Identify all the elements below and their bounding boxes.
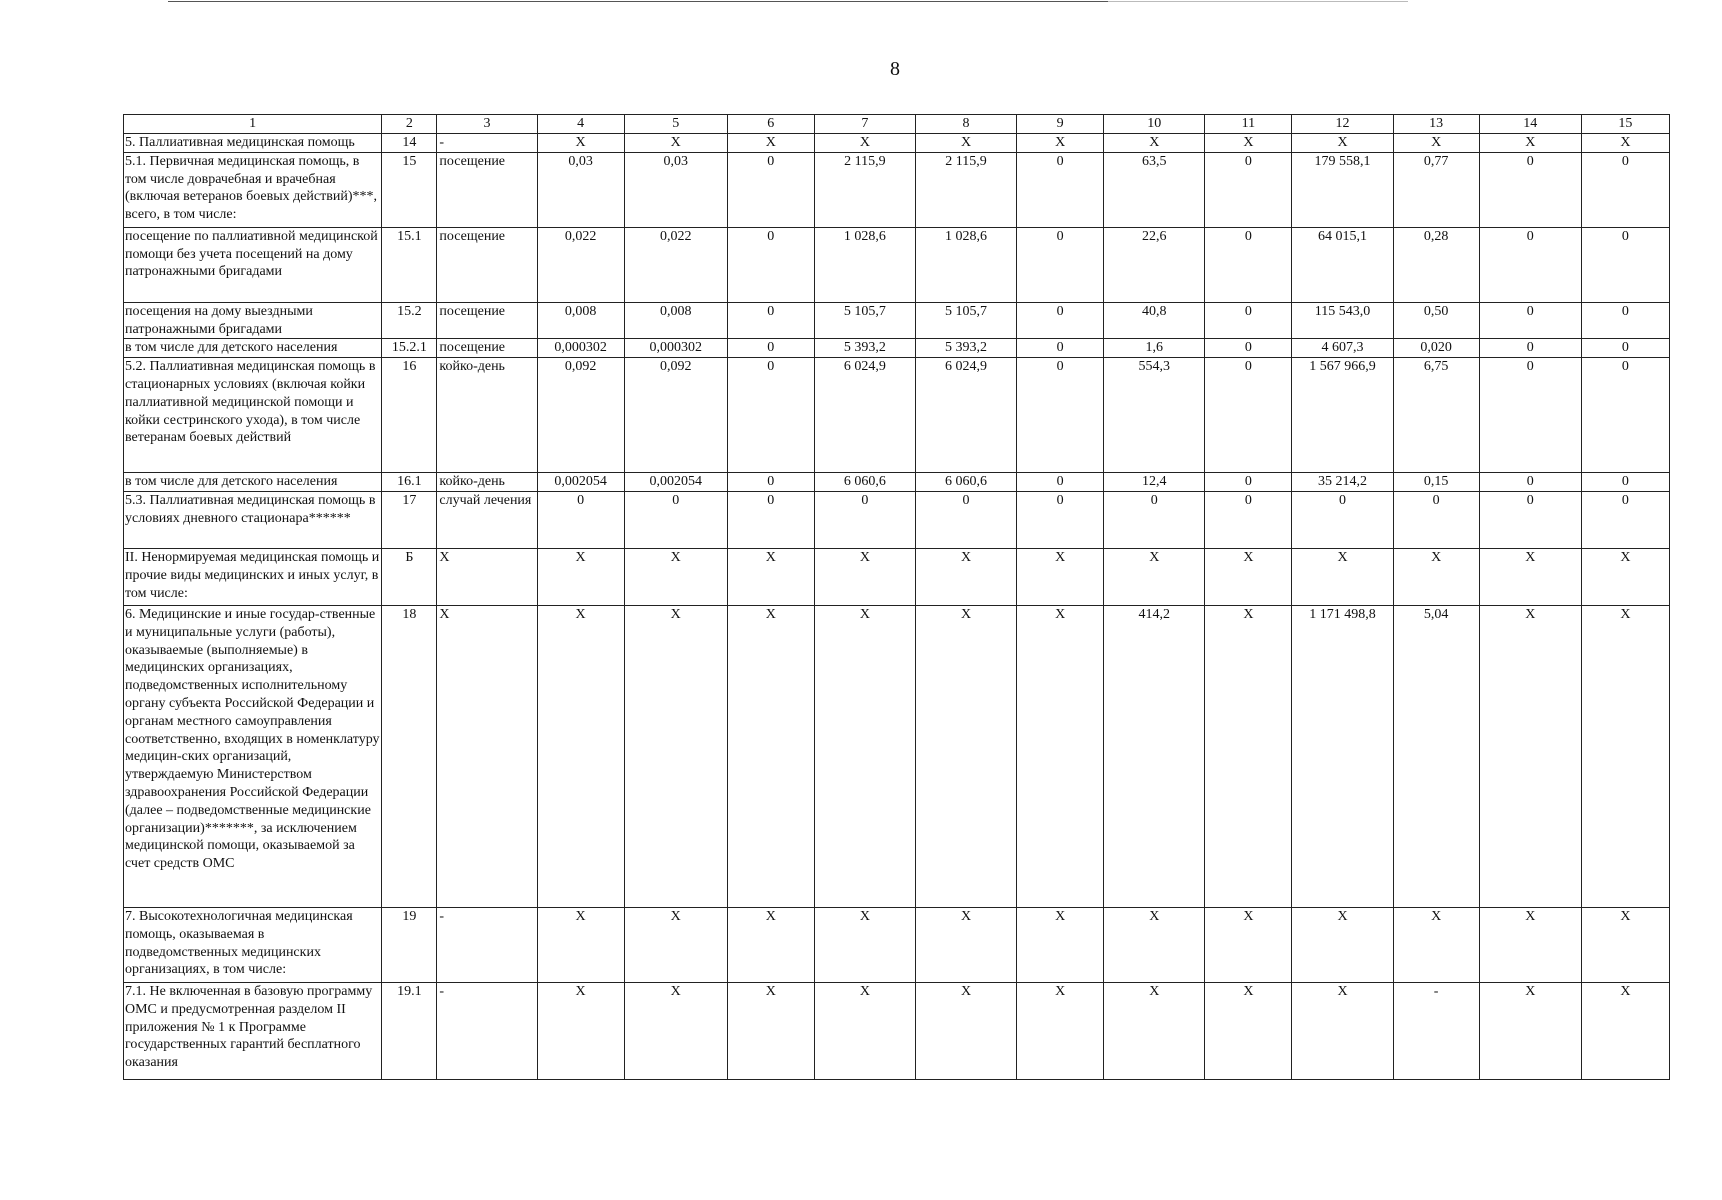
cell-14: 0: [1479, 473, 1581, 492]
row-code: 16: [382, 358, 437, 473]
cell-13: 5,04: [1393, 605, 1479, 907]
column-number-row: [124, 115, 1670, 134]
cell-12: X: [1292, 982, 1393, 1079]
cell-5: 0,008: [624, 302, 727, 339]
cell-8: X: [915, 134, 1016, 153]
row-name: 5. Паллиативная медицинская помощь: [124, 134, 382, 153]
table-row: [124, 358, 1670, 473]
row-code: 17: [382, 491, 437, 548]
cell-7: 5 105,7: [814, 302, 915, 339]
column-number: 13: [1393, 115, 1479, 134]
cell-13: 0,28: [1393, 227, 1479, 302]
cell-11: X: [1205, 605, 1292, 907]
cell-13: X: [1393, 134, 1479, 153]
column-number: 2: [382, 115, 437, 134]
cell-4: 0,092: [537, 358, 624, 473]
cell-10: 22,6: [1104, 227, 1205, 302]
table-row: [124, 134, 1670, 153]
table-row: [124, 548, 1670, 605]
cell-14: 0: [1479, 152, 1581, 227]
cell-4: X: [537, 548, 624, 605]
cell-15: 0: [1581, 339, 1669, 358]
column-number: 12: [1292, 115, 1393, 134]
cell-8: 0: [915, 491, 1016, 548]
cell-6: 0: [727, 152, 814, 227]
cell-9: 0: [1017, 339, 1104, 358]
cell-5: X: [624, 548, 727, 605]
cell-8: 6 024,9: [915, 358, 1016, 473]
row-code: 15: [382, 152, 437, 227]
cell-14: X: [1479, 605, 1581, 907]
cell-10: 0: [1104, 491, 1205, 548]
row-name: в том числе для детского населения: [124, 339, 382, 358]
cell-12: 4 607,3: [1292, 339, 1393, 358]
cell-8: X: [915, 982, 1016, 1079]
cell-4: 0,008: [537, 302, 624, 339]
cell-7: 6 024,9: [814, 358, 915, 473]
cell-9: 0: [1017, 302, 1104, 339]
row-unit: посещение: [437, 302, 537, 339]
cell-12: X: [1292, 907, 1393, 982]
row-name: 7.1. Не включенная в базовую программу ОМС и предусмотренная разделом II приложения № 1 к Программе государственных гарантий бесплатного оказания: [124, 982, 382, 1079]
cell-8: 2 115,9: [915, 152, 1016, 227]
cell-11: X: [1205, 907, 1292, 982]
cell-9: X: [1017, 548, 1104, 605]
cell-4: 0,000302: [537, 339, 624, 358]
row-name: 5.2. Паллиативная медицинская помощь в стационарных условиях (включая койки паллиативной медицинской помощи и койки сестринского ухода), в том числе ветеранам боевых действий: [124, 358, 382, 473]
cell-11: X: [1205, 548, 1292, 605]
column-number: 6: [727, 115, 814, 134]
cell-7: X: [814, 907, 915, 982]
cell-5: X: [624, 134, 727, 153]
column-number: 1: [124, 115, 382, 134]
cell-11: 0: [1205, 491, 1292, 548]
cell-6: X: [727, 982, 814, 1079]
column-number: 3: [437, 115, 537, 134]
cell-15: 0: [1581, 302, 1669, 339]
cell-11: 0: [1205, 152, 1292, 227]
column-number: 5: [624, 115, 727, 134]
row-code: 15.2: [382, 302, 437, 339]
cell-13: 6,75: [1393, 358, 1479, 473]
cell-5: X: [624, 982, 727, 1079]
cell-14: X: [1479, 907, 1581, 982]
cell-15: X: [1581, 982, 1669, 1079]
cell-10: 554,3: [1104, 358, 1205, 473]
row-code: 14: [382, 134, 437, 153]
cell-11: X: [1205, 982, 1292, 1079]
cell-8: 6 060,6: [915, 473, 1016, 492]
cell-12: X: [1292, 548, 1393, 605]
row-name: 5.1. Первичная медицинская помощь, в том числе доврачебная и врачебная (включая ветеранов боевых действий)***, всего, в том числе:: [124, 152, 382, 227]
cell-11: 0: [1205, 227, 1292, 302]
cell-12: 179 558,1: [1292, 152, 1393, 227]
table-row: [124, 152, 1670, 227]
cell-15: X: [1581, 548, 1669, 605]
row-unit: -: [437, 134, 537, 153]
table-row: [124, 302, 1670, 339]
table-row: [124, 907, 1670, 982]
cell-7: 0: [814, 491, 915, 548]
cell-14: 0: [1479, 339, 1581, 358]
row-unit: койко-день: [437, 358, 537, 473]
cell-13: 0,50: [1393, 302, 1479, 339]
cell-12: X: [1292, 134, 1393, 153]
row-name: посещение по паллиативной медицинской помощи без учета посещений на дому патронажными бригадами: [124, 227, 382, 302]
cell-6: X: [727, 907, 814, 982]
cell-13: X: [1393, 907, 1479, 982]
cell-6: 0: [727, 302, 814, 339]
cell-14: 0: [1479, 227, 1581, 302]
row-code: Б: [382, 548, 437, 605]
table-row: [124, 473, 1670, 492]
row-unit: посещение: [437, 339, 537, 358]
cell-9: 0: [1017, 473, 1104, 492]
cell-9: 0: [1017, 358, 1104, 473]
cell-7: 2 115,9: [814, 152, 915, 227]
cell-8: 1 028,6: [915, 227, 1016, 302]
cell-6: X: [727, 605, 814, 907]
cell-12: 0: [1292, 491, 1393, 548]
cell-7: X: [814, 134, 915, 153]
row-unit: -: [437, 982, 537, 1079]
cell-12: 1 567 966,9: [1292, 358, 1393, 473]
cell-13: X: [1393, 548, 1479, 605]
row-unit: посещение: [437, 152, 537, 227]
cell-10: 40,8: [1104, 302, 1205, 339]
row-code: 15.1: [382, 227, 437, 302]
table-row: [124, 605, 1670, 907]
row-unit: посещение: [437, 227, 537, 302]
cell-5: 0,022: [624, 227, 727, 302]
table-row: [124, 982, 1670, 1079]
row-unit: X: [437, 605, 537, 907]
row-name: посещения на дому выездными патронажными бригадами: [124, 302, 382, 339]
column-number: 9: [1017, 115, 1104, 134]
cell-14: 0: [1479, 358, 1581, 473]
column-number: 15: [1581, 115, 1669, 134]
cell-12: 64 015,1: [1292, 227, 1393, 302]
cell-11: 0: [1205, 473, 1292, 492]
cell-12: 115 543,0: [1292, 302, 1393, 339]
cell-15: 0: [1581, 227, 1669, 302]
cell-10: 1,6: [1104, 339, 1205, 358]
cell-4: 0,03: [537, 152, 624, 227]
row-name: 6. Медицинские и иные государ-ственные и муниципальные услуги (работы), оказываемые (выполняемые) в медицинских организациях, подведомственных исполнительному органу субъекта Российской Федерации и органам местного самоуправления соответственно, входящих в номенклатуру медицин-ских организаций, утверждаемую Министерством здравоохранения Российской Федерации (далее – подведомственные медицинские организации)*******, за исключением медицинской помощи, оказываемой за счет средств ОМС: [124, 605, 382, 907]
table-row: [124, 491, 1670, 548]
row-code: 19: [382, 907, 437, 982]
cell-4: X: [537, 982, 624, 1079]
row-unit: койко-день: [437, 473, 537, 492]
cell-6: X: [727, 548, 814, 605]
cell-9: X: [1017, 605, 1104, 907]
column-number: 7: [814, 115, 915, 134]
column-number: 14: [1479, 115, 1581, 134]
top-rule: [168, 1, 1108, 2]
cell-13: -: [1393, 982, 1479, 1079]
table-row: [124, 227, 1670, 302]
cell-15: X: [1581, 134, 1669, 153]
cell-9: X: [1017, 907, 1104, 982]
cell-6: 0: [727, 473, 814, 492]
table-row: [124, 339, 1670, 358]
table-body: [124, 115, 1670, 1080]
cell-15: 0: [1581, 358, 1669, 473]
cell-7: X: [814, 982, 915, 1079]
cell-4: 0,022: [537, 227, 624, 302]
cell-7: 5 393,2: [814, 339, 915, 358]
cell-4: 0,002054: [537, 473, 624, 492]
cell-14: X: [1479, 982, 1581, 1079]
cell-9: 0: [1017, 227, 1104, 302]
cell-12: 35 214,2: [1292, 473, 1393, 492]
cell-13: 0,77: [1393, 152, 1479, 227]
cell-14: 0: [1479, 491, 1581, 548]
cell-15: X: [1581, 907, 1669, 982]
cell-4: X: [537, 907, 624, 982]
cell-8: X: [915, 548, 1016, 605]
cell-5: 0,092: [624, 358, 727, 473]
cell-15: X: [1581, 605, 1669, 907]
cell-8: 5 393,2: [915, 339, 1016, 358]
data-table: [123, 114, 1670, 1080]
cell-7: X: [814, 605, 915, 907]
cell-13: 0,020: [1393, 339, 1479, 358]
cell-6: 0: [727, 227, 814, 302]
row-name: 7. Высокотехнологичная медицинская помощь, оказываемая в подведомственных медицинских организациях, в том числе:: [124, 907, 382, 982]
page-number: 8: [890, 58, 900, 80]
cell-4: X: [537, 605, 624, 907]
column-number: 10: [1104, 115, 1205, 134]
cell-11: X: [1205, 134, 1292, 153]
cell-9: X: [1017, 134, 1104, 153]
row-code: 18: [382, 605, 437, 907]
cell-13: 0: [1393, 491, 1479, 548]
cell-10: X: [1104, 134, 1205, 153]
column-number: 8: [915, 115, 1016, 134]
cell-14: 0: [1479, 302, 1581, 339]
cell-10: 63,5: [1104, 152, 1205, 227]
cell-15: 0: [1581, 473, 1669, 492]
row-unit: -: [437, 907, 537, 982]
row-name: в том числе для детского населения: [124, 473, 382, 492]
row-unit: случай лечения: [437, 491, 537, 548]
cell-7: X: [814, 548, 915, 605]
row-code: 19.1: [382, 982, 437, 1079]
cell-14: X: [1479, 134, 1581, 153]
cell-13: 0,15: [1393, 473, 1479, 492]
cell-9: 0: [1017, 152, 1104, 227]
column-number: 4: [537, 115, 624, 134]
cell-15: 0: [1581, 491, 1669, 548]
cell-5: X: [624, 907, 727, 982]
cell-4: X: [537, 134, 624, 153]
row-unit: X: [437, 548, 537, 605]
row-code: 16.1: [382, 473, 437, 492]
cell-5: 0,002054: [624, 473, 727, 492]
cell-9: 0: [1017, 491, 1104, 548]
cell-5: X: [624, 605, 727, 907]
cell-10: X: [1104, 982, 1205, 1079]
cell-9: X: [1017, 982, 1104, 1079]
cell-11: 0: [1205, 302, 1292, 339]
cell-4: 0: [537, 491, 624, 548]
cell-8: X: [915, 907, 1016, 982]
cell-5: 0,03: [624, 152, 727, 227]
cell-5: 0,000302: [624, 339, 727, 358]
cell-8: X: [915, 605, 1016, 907]
cell-11: 0: [1205, 358, 1292, 473]
cell-6: X: [727, 134, 814, 153]
row-name: 5.3. Паллиативная медицинская помощь в условиях дневного стационара******: [124, 491, 382, 548]
cell-15: 0: [1581, 152, 1669, 227]
cell-10: 12,4: [1104, 473, 1205, 492]
column-number: 11: [1205, 115, 1292, 134]
cell-8: 5 105,7: [915, 302, 1016, 339]
cell-5: 0: [624, 491, 727, 548]
cell-14: X: [1479, 548, 1581, 605]
cell-11: 0: [1205, 339, 1292, 358]
cell-10: 414,2: [1104, 605, 1205, 907]
cell-10: X: [1104, 548, 1205, 605]
row-code: 15.2.1: [382, 339, 437, 358]
cell-6: 0: [727, 358, 814, 473]
top-rule-faint: [1108, 1, 1408, 2]
row-name: II. Ненормируемая медицинская помощь и прочие виды медицинских и иных услуг, в том числе:: [124, 548, 382, 605]
cell-6: 0: [727, 339, 814, 358]
cell-6: 0: [727, 491, 814, 548]
cell-7: 6 060,6: [814, 473, 915, 492]
cell-10: X: [1104, 907, 1205, 982]
cell-12: 1 171 498,8: [1292, 605, 1393, 907]
cell-7: 1 028,6: [814, 227, 915, 302]
